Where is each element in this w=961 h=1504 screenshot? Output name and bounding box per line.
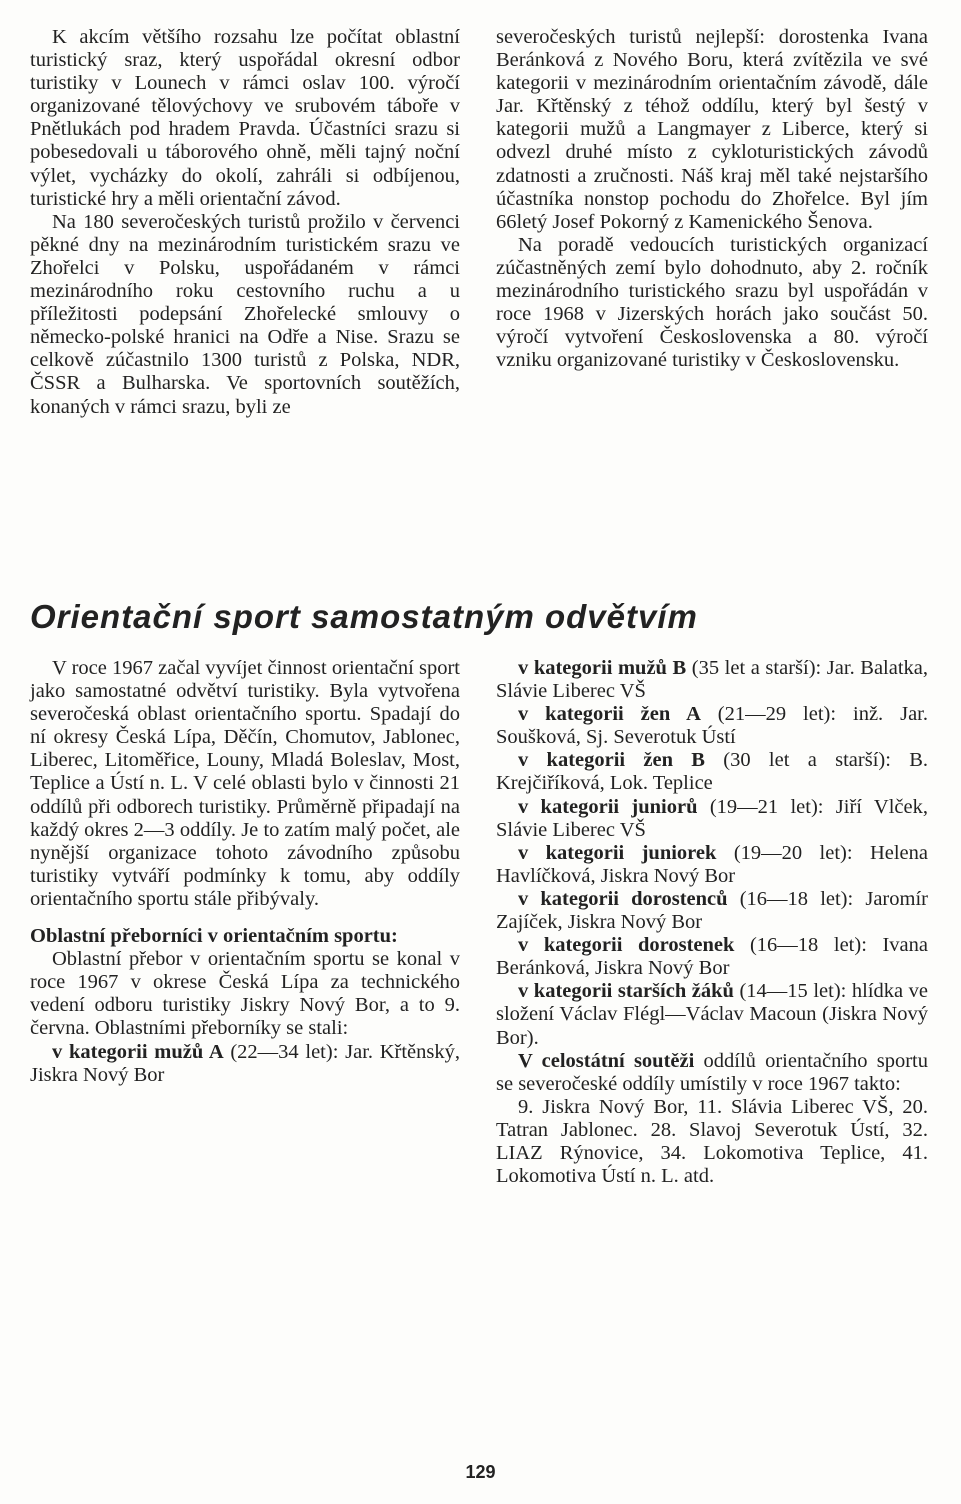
category-text: (21—29 let): inž. Jar. Soušková, Sj. Severotuk Ústí [496, 703, 928, 749]
paragraph: Oblastní přebor v orientačním sportu se konal v roce 1967 v okrese Česká Lípa za technického vedení odboru turistiky Jiskry Nový Bor, a to 9. června. Oblastními přeborníky se stali: [30, 948, 460, 1040]
category-entry [496, 934, 928, 980]
category-entry [496, 842, 928, 888]
bottom-right-column [496, 657, 928, 1188]
section-title: Orientační sport samostatným odvětvím [30, 598, 698, 635]
bottom-left-column [30, 657, 460, 1087]
paragraph: Na 180 severočeských turistů prožilo v červenci pěkné dny na mezinárodním turistickém srazu ve Zhořelci v Polsku, uspořádaném v rámci mezinárodního roku cestovního ruchu a u příležitosti podepsání Zhořelecké smlouvy o německo-polské hranici na Odře a Nise. Srazu se celkově zúčastnilo 1300 turistů z Polska, NDR, ČSSR a Bulharska. Ve sportovních soutěžích, konaných v rámci srazu, byli ze [30, 210, 460, 418]
category-label: v kategorii dorostenců [518, 887, 728, 910]
category-text: (16—18 let): Ivana Beránková, Jiskra Nový Bor [496, 934, 928, 980]
category-label: v kategorii mužů A [52, 1040, 224, 1063]
category-entry [496, 749, 928, 795]
paragraph: severočeských turistů nejlepší: dorostenka Ivana Beránková z Nového Boru, která zvítězila ve své kategorii v mezinárodním orientačním závodě, dále Jar. Křtěnský z téhož oddílu, který byl šestý v kategorii mužů a Langmayer z Liberce, který si odvezl druhé místo z cykloturistických závodů zdatnosti a zručnosti. Náš kraj měl také nejstaršího účastníka nonstop pochodu do Zhořelce. Byl jím 66letý Josef Pokorný z Kamenického Šenova. [496, 26, 928, 233]
category-label: v kategorii žen B [518, 749, 705, 772]
category-entry [496, 980, 928, 1049]
category-entry [496, 796, 928, 842]
page-number: 129 [465, 1462, 496, 1482]
category-text: (19—21 let): Jiří Vlček, Slávie Liberec VŠ [496, 795, 928, 841]
category-label: v kategorii juniorek [518, 841, 717, 864]
category-entry [30, 1041, 460, 1087]
category-text: (22—34 let): Jar. Křtěnský, Jiskra Nový Bor [30, 1040, 461, 1086]
paragraph: V roce 1967 začal vyvíjet činnost orientační sport jako samostatné odvětví turistiky. Byla vytvořena severočeská oblast orientačního sportu. Spadají do ní okresy Česká Lípa, Děčín, Chomutov, Jablonec, Liberec, Litoměřice, Louny, Mladá Boleslav, Most, Teplice a Ústí n. L. V celé oblasti bylo v činnosti 21 oddílů při odborech turistiky. Průměrně připadají na každý okres 2—3 oddíly. Je to zatím malý počet, ale nynější organizace tohoto závodního způsobu turistiky vytváří podmínky k tomu, aby oddíly orientačního sportu stále přibývaly. [30, 657, 460, 910]
category-label: v kategorii žen A [518, 703, 701, 726]
national-text: oddílů orientačního sportu se severočeské oddíly umístily v roce 1967 takto: [496, 1049, 929, 1095]
paragraph: K akcím většího rozsahu lze počítat oblastní turistický sraz, který uspořádal okresní odbor turistiky v Lounech v rámci oslav 100. výročí organizované tělovýchovy ve srubovém táboře v Pnětlukách pod hradem Pravda. Účastníci srazu si pobesedovali u táborového ohně, měli tajný noční výlet, vycházky do okolí, zahráli si odbíjenou, turistické hry a měli orientační závod. [30, 26, 460, 210]
category-label: v kategorii starších žáků [518, 980, 734, 1003]
category-entry [496, 888, 928, 934]
category-text: (19—20 let): Helena Havlíčková, Jiskra Nový Bor [496, 841, 928, 887]
category-label: v kategorii juniorů [518, 795, 698, 818]
category-text: (14—15 let): hlídka ve složení Václav Flégl—Václav Macoun (Jiskra Nový Bor). [496, 980, 929, 1049]
category-text: (30 let a starší): B. Krejčiříková, Lok. Teplice [496, 749, 929, 795]
category-entry [496, 657, 928, 703]
paragraph: Na poradě vedoucích turistických organizací zúčastněných zemí bylo dohodnuto, aby 2. ročník mezinárodního turistického srazu byl uspořádán v roce 1968 v Jizerských horách jako součást 50. výročí vytvoření Československa a 80. výročí vzniku organizované turistiky v Československu. [496, 233, 928, 372]
results-list: 9. Jiskra Nový Bor, 11. Slávia Liberec VŠ, 20. Tatran Jablonec. 28. Slavoj Severotuk Ústí, 32. LIAZ Rýnovice, 34. Lokomotiva Teplice, 41. Lokomotiva Ústí n. L. atd. [496, 1095, 928, 1188]
category-label: v kategorii mužů B [518, 657, 687, 679]
top-left-column [30, 26, 460, 419]
subheading: Oblastní přeborníci v orientačním sportu: [30, 925, 398, 948]
category-text: (16—18 let): Jaromír Zajíček, Jiskra Nový Bor [496, 887, 928, 934]
category-entry [496, 703, 928, 749]
top-right-column [496, 26, 928, 372]
category-label: v kategorii dorostenek [518, 934, 735, 957]
national-label: V celostátní soutěži [518, 1049, 695, 1072]
category-text: (35 let a starší): Jar. Balatka, Slávie Liberec VŠ [496, 657, 929, 703]
national-competition [496, 1050, 928, 1096]
